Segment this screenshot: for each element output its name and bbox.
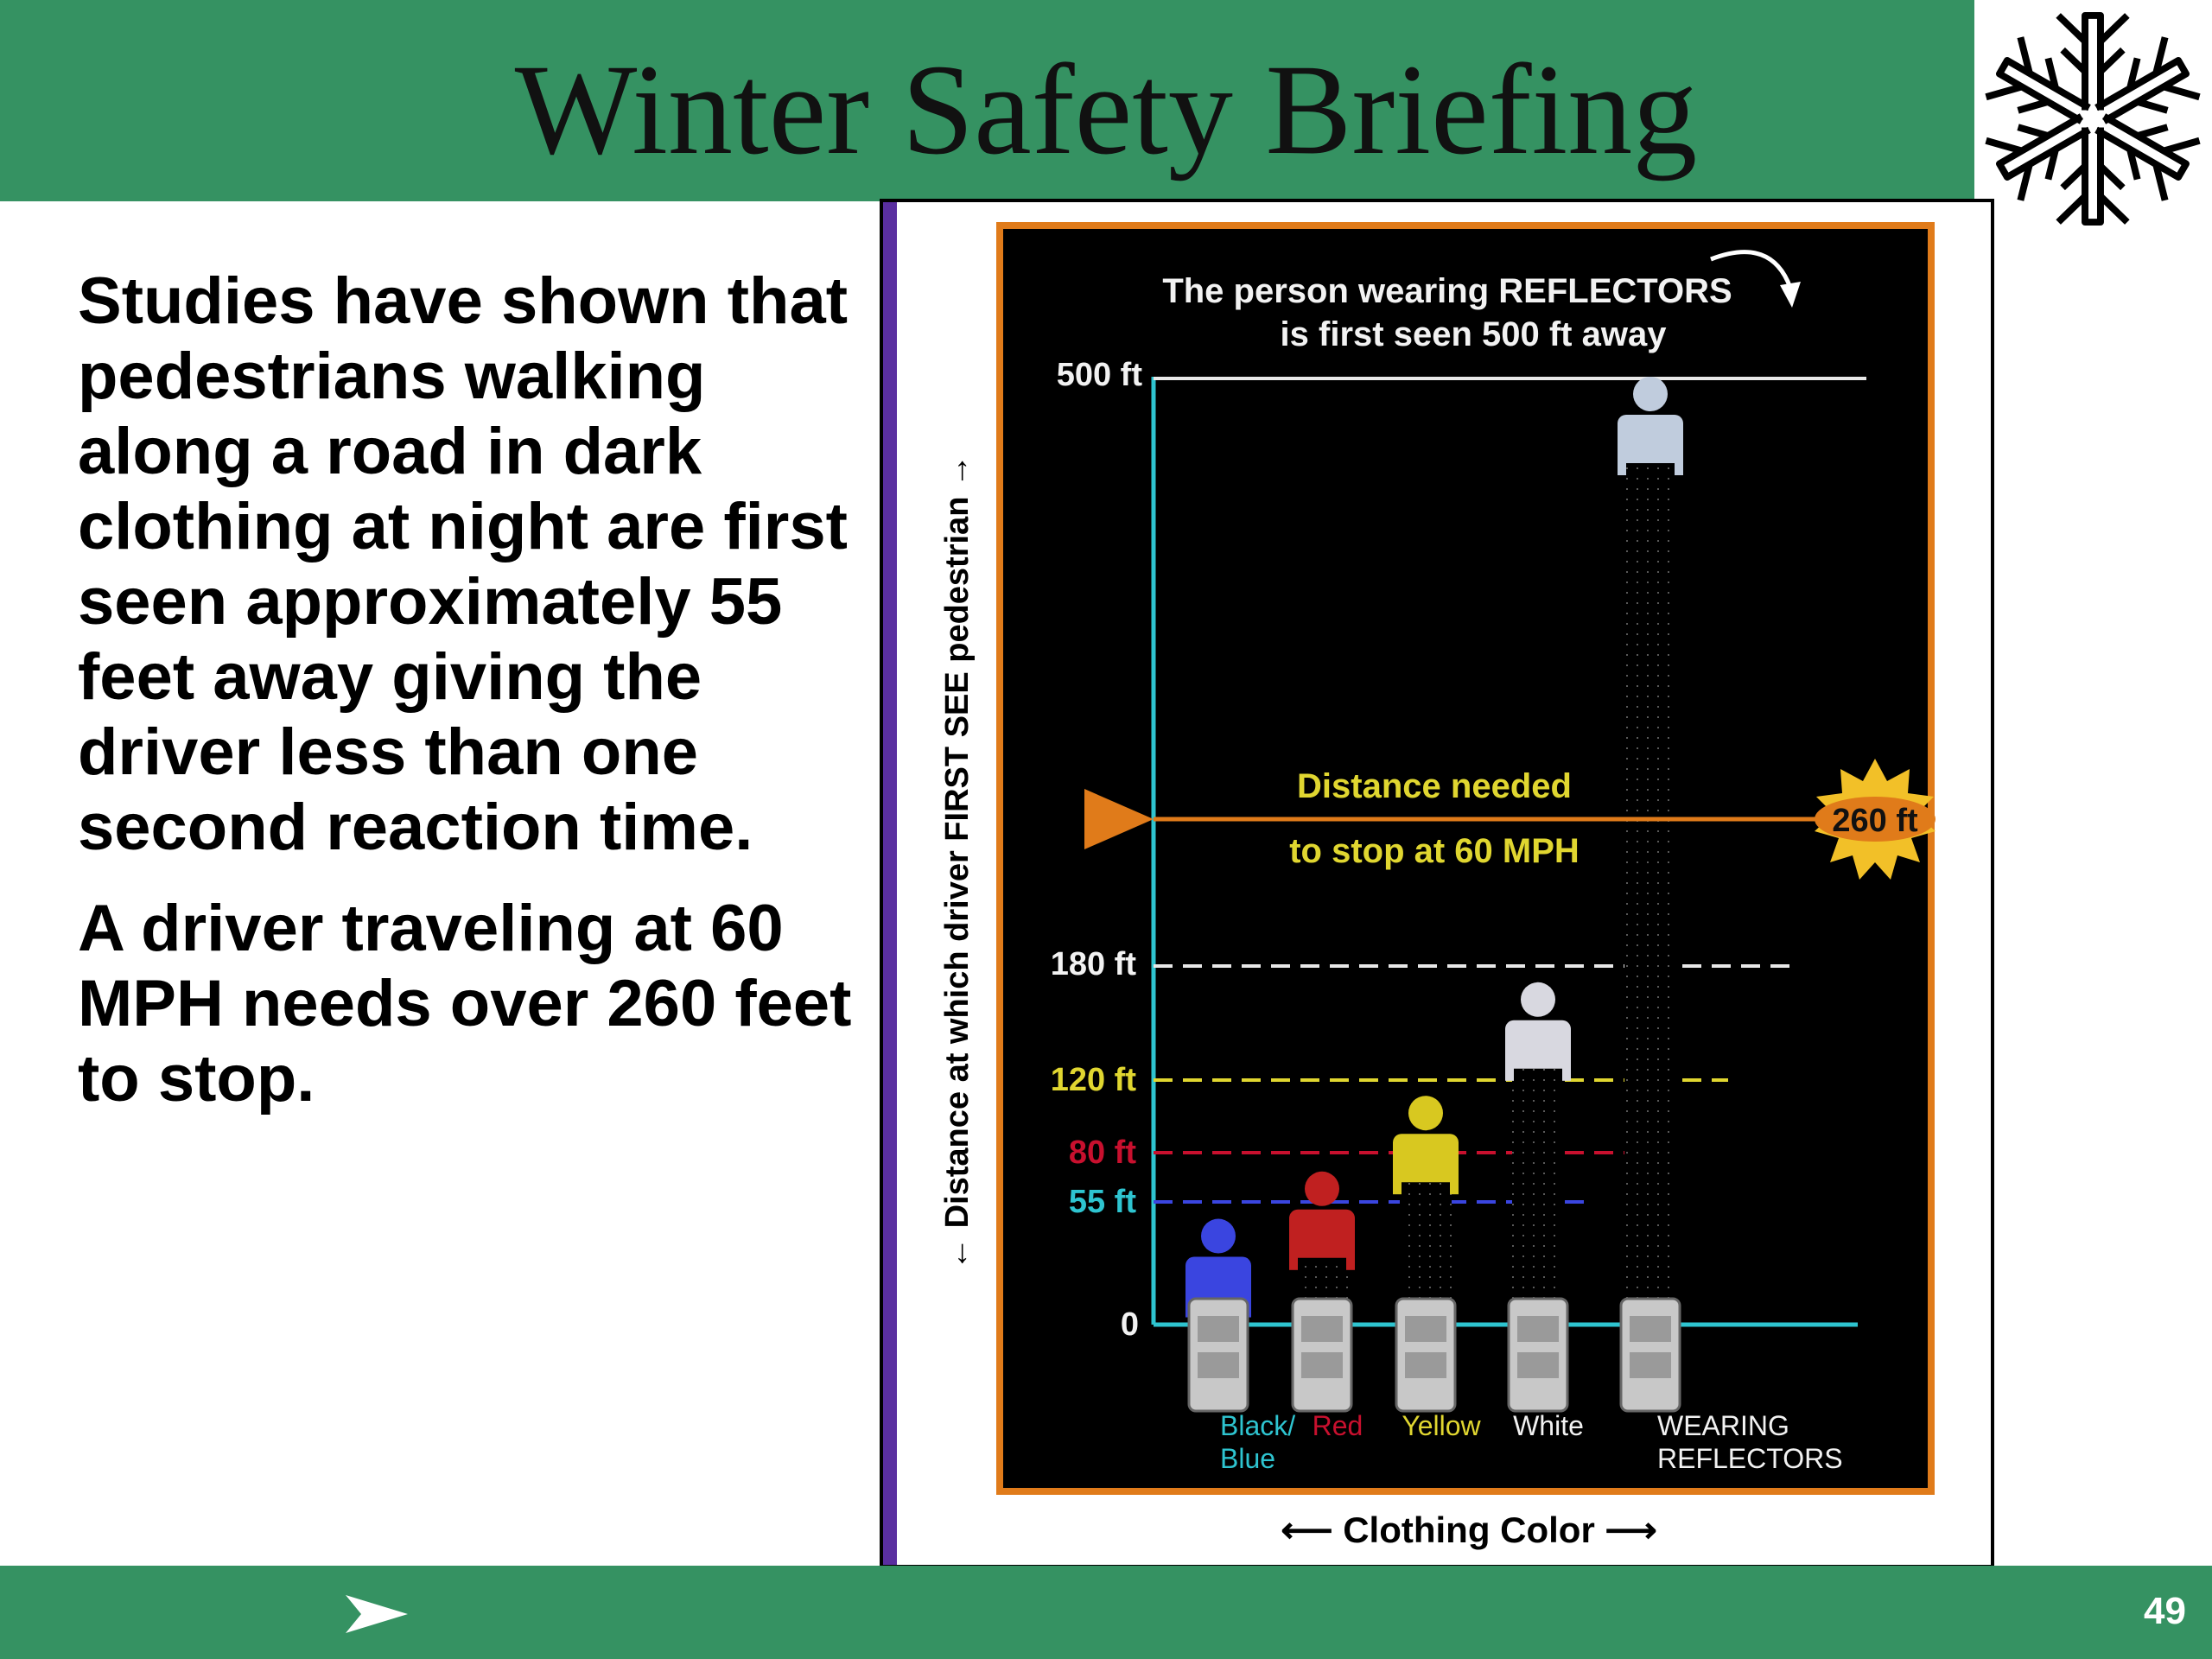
stop-label-line-1: Distance needed [1297,767,1572,805]
category-label-red: Red [1312,1410,1363,1441]
body-paragraph-2: A driver traveling at 60 MPH needs over 260 feet to stop. [78,892,852,1116]
tick-label-80: 80 ft [1068,1135,1136,1171]
visibility-chart [899,206,1979,1562]
bar-reflectors [1618,377,1683,1411]
body-paragraph-1: Studies have shown that pedestrians walking along a road in dark clothing at night are first seen approximately 55 feet away giving the driver less than one second reaction time. [78,264,849,864]
tick-label-0: 0 [1120,1306,1139,1343]
caption-line-1: The person wearing REFLECTORS [1162,272,1732,310]
tick-label-180: 180 ft [1050,946,1136,982]
figure-accent-bar [883,202,897,1565]
category-label-yellow: Yellow [1402,1410,1481,1441]
stop-badge-label: 260 ft [1832,803,1918,839]
category-label-white: White [1513,1410,1584,1441]
page-number: 49 [2144,1590,2186,1632]
y-axis-label: ← Distance at which driver FIRST SEE pedestrian → [939,454,976,1270]
bar-yellow [1393,1096,1459,1411]
bar-white [1505,982,1571,1411]
body-text [78,264,873,1142]
footer-bar [0,1566,2212,1659]
x-axis-label: ⟵ Clothing Color ⟶ [1281,1510,1657,1550]
snowflake-icon [1980,0,2205,238]
slide-title: Winter Safety Briefing [514,38,1698,181]
caption-line-2: is first seen 500 ft away [1280,315,1667,353]
category-label-black-blue: Black/ Blue [1220,1410,1296,1474]
tick-label-500: 500 ft [1056,357,1142,393]
next-arrow-icon[interactable] [346,1595,408,1633]
tick-label-120: 120 ft [1050,1062,1136,1098]
stop-label-line-2: to stop at 60 MPH [1289,832,1580,870]
category-label-reflectors: WEARING REFLECTORS [1657,1410,1843,1474]
tick-label-55: 55 ft [1068,1184,1136,1220]
